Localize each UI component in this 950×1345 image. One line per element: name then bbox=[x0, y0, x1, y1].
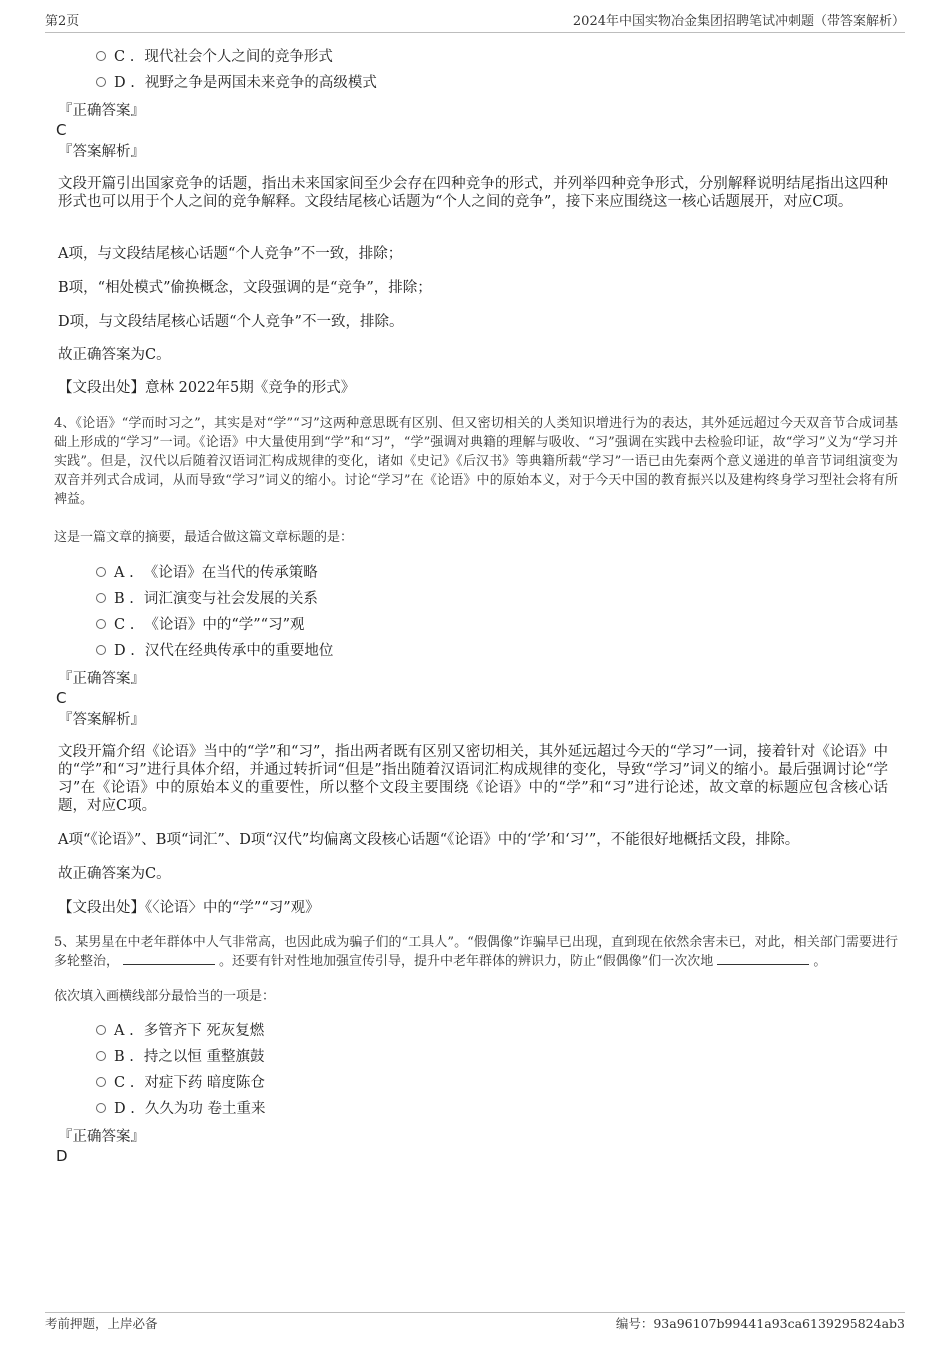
q5-prompt: 依次填入画横线部分最恰当的一项是： bbox=[54, 989, 276, 1004]
footer-slogan: 考前押题，上岸必备 bbox=[45, 1316, 158, 1331]
radio-icon[interactable] bbox=[96, 645, 106, 655]
q3-option-c[interactable]: C . 现代社会个人之间的竞争形式 bbox=[96, 47, 333, 67]
q3-note-d: D项，与文段结尾核心话题“个人竞争”不一致，排除。 bbox=[58, 314, 404, 330]
q3-analysis: 文段开篇引出国家竞争的话题，指出未来国家间至少会存在四种竞争的形式，并列举四种竞争形式，分别解释说明结尾指出这四种形式也可以用于个人之间的竞争解释。文段结尾核心话题为“个人之间的竞争”，接下来应围绕这一核心话题展开，对应C项。 bbox=[58, 176, 888, 210]
radio-icon[interactable] bbox=[96, 77, 106, 87]
q5-option-a[interactable]: A . 多管齐下 死灰复燃 bbox=[96, 1021, 264, 1041]
q4-option-d[interactable]: D . 汉代在经典传承中的重要地位 bbox=[96, 641, 333, 661]
q5-option-c[interactable]: C . 对症下药 暗度陈仓 bbox=[96, 1073, 265, 1093]
q4-analysis-label: 『答案解析』 bbox=[58, 712, 145, 728]
page-number: 第2页 bbox=[45, 14, 80, 29]
q5-option-b[interactable]: B . 持之以恒 重整旗鼓 bbox=[96, 1047, 264, 1067]
radio-icon[interactable] bbox=[96, 1103, 106, 1113]
q4-answer-label: 『正确答案』 bbox=[58, 671, 145, 687]
radio-icon[interactable] bbox=[96, 593, 106, 603]
radio-icon[interactable] bbox=[96, 1077, 106, 1087]
q4-source: 【文段出处】《〈论语〉中的“学”“习”观》 bbox=[58, 900, 320, 916]
q3-note-b: B项，“相处模式”偷换概念，文段强调的是“竞争”，排除； bbox=[58, 280, 432, 296]
radio-icon[interactable] bbox=[96, 1051, 106, 1061]
q3-answer-label: 『正确答案』 bbox=[58, 103, 145, 119]
q4-conclusion: 故正确答案为C。 bbox=[58, 866, 171, 882]
q3-conclusion: 故正确答案为C。 bbox=[58, 347, 171, 363]
q4-answer: C bbox=[56, 689, 67, 707]
q3-note-a: A项，与文段结尾核心话题“个人竞争”不一致，排除； bbox=[58, 246, 403, 262]
page-header bbox=[45, 12, 905, 33]
q4-option-b[interactable]: B . 词汇演变与社会发展的关系 bbox=[96, 589, 318, 609]
document-title: 2024年中国实物冶金集团招聘笔试冲刺题（带答案解析） bbox=[572, 14, 905, 29]
q5-question: 5、某男星在中老年群体中人气非常高，也因此成为骗子们的“工具人”。“假偶像”诈骗早已出现，直到现在依然余害未已，对此，相关部门需要进行多轮整治， 。还要有针对性地加强宣传引导，提升中老年群体的辨识力，防止“假偶像”们一次次地 。 bbox=[54, 935, 898, 969]
q3-analysis-label: 『答案解析』 bbox=[58, 144, 145, 160]
radio-icon[interactable] bbox=[96, 567, 106, 577]
q4-analysis: 文段开篇介绍《论语》当中的“学”和“习”，指出两者既有区别又密切相关，其外延远超过今天的“学习”一词，接着针对《论语》中的“学”和“习”进行具体介绍，并通过转折词“但是”指出随着汉语词汇构成规律的变化，导致“学习”词义的缩小。最后强调讨论“学习”在《论语》中的原始本义的重要性，所以整个文段主要围绕《论语》中的“学”和“习”进行论述，故文章的标题应包含核心话题，对应C项。 bbox=[58, 744, 888, 814]
radio-icon[interactable] bbox=[96, 619, 106, 629]
q3-source: 【文段出处】意林 2022年5期《竞争的形式》 bbox=[58, 380, 356, 396]
q5-answer-label: 『正确答案』 bbox=[58, 1129, 145, 1145]
q4-option-a[interactable]: A . 《论语》在当代的传承策略 bbox=[96, 563, 318, 583]
q5-answer: D bbox=[56, 1147, 68, 1165]
q4-note: A项“《论语》”、B项“词汇”、D项“汉代”均偏离文段核心话题“《论语》中的‘学’和‘习’”，不能很好地概括文段，排除。 bbox=[58, 832, 800, 848]
fill-blank-2[interactable] bbox=[717, 952, 809, 965]
radio-icon[interactable] bbox=[96, 51, 106, 61]
fill-blank-1[interactable] bbox=[123, 952, 215, 965]
q3-option-d[interactable]: D . 视野之争是两国未来竞争的高级模式 bbox=[96, 73, 377, 93]
q4-option-c[interactable]: C . 《论语》中的“学”“习”观 bbox=[96, 615, 304, 635]
radio-icon[interactable] bbox=[96, 1025, 106, 1035]
q4-question: 4、《论语》“学而时习之”，其实是对“学”“习”这两种意思既有区别、但又密切相关的人类知识增进行为的表达，其外延远超过今天双音节合成词基础上形成的“学习”一词。《论语》中大量使用到“学”和“习”，“学”强调对典籍的理解与吸收、“习”强调在实践中去检验印证，故“学习”义为“学习并实践”。但是，汉代以后随着汉语词汇构成规律的变化，诸如《史记》《后汉书》等典籍所载“学习”一语已由先秦两个意义递进的单音节词组演变为双音并列式合成词，从而导致“学习”词义的缩小。讨论“学习”在《论语》中的原始本义，对于今天中国的教育振兴以及建构终身学习型社会将有所裨益。 bbox=[54, 416, 898, 507]
q5-option-d[interactable]: D . 久久为功 卷土重来 bbox=[96, 1099, 265, 1119]
q3-answer: C bbox=[56, 121, 67, 139]
page-footer bbox=[45, 1312, 905, 1335]
q4-prompt: 这是一篇文章的摘要，最适合做这篇文章标题的是： bbox=[54, 530, 354, 545]
document-id: 编号：93a96107b99441a93ca6139295824ab3 bbox=[615, 1316, 905, 1331]
